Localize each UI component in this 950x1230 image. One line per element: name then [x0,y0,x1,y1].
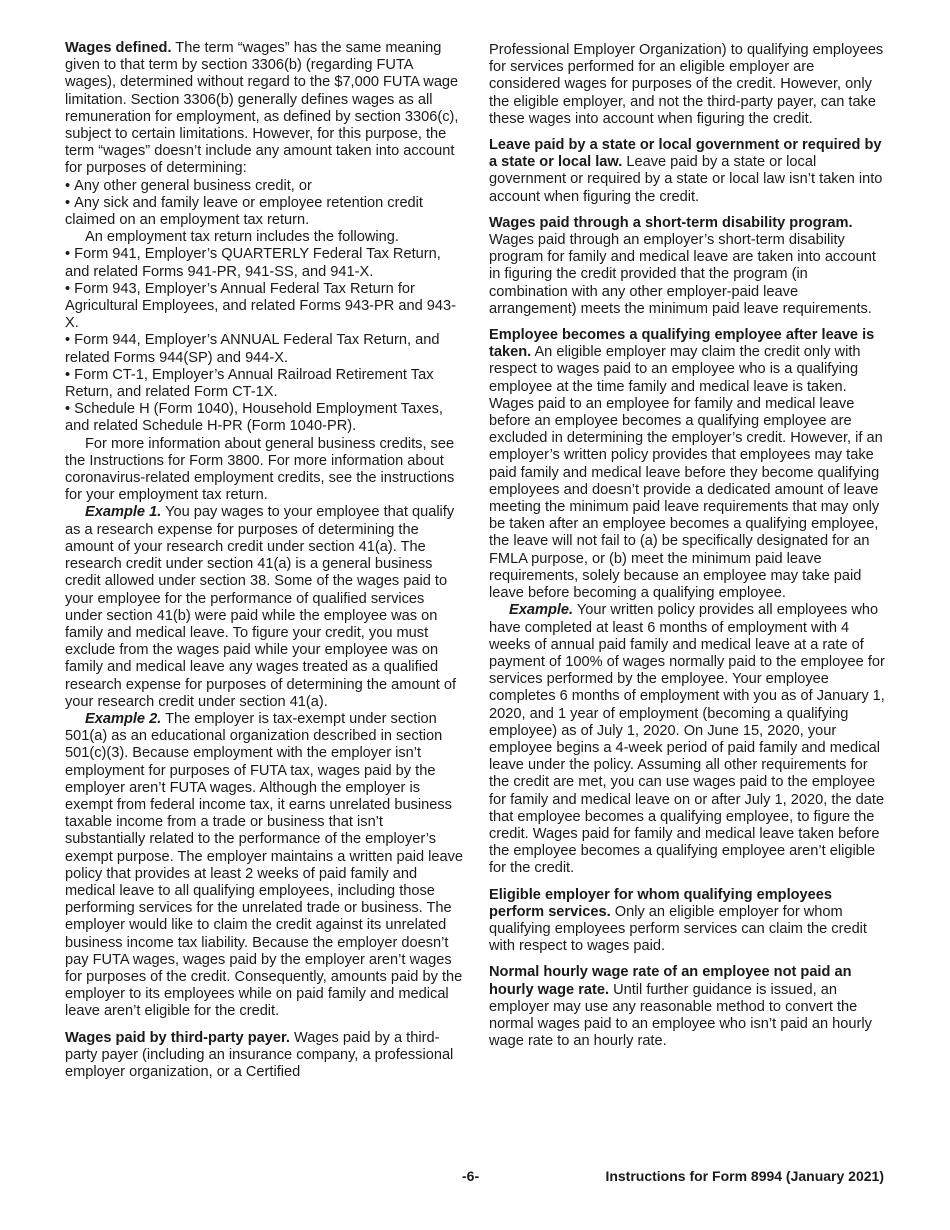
hourly-rate-paragraph [489,964,886,1050]
example-2-body: The employer is tax-exempt under section 501(a) as an educational organization described in section 501(c)(3). Because employment with the employer isn’t employment for purposes of FUTA tax, wages paid by the employer aren’t FUTA wages. Although the employer is exempt from federal income tax, it earns unrelated business taxable income from a trade or business that isn’t substantially related to the performance of the employer’s exempt purpose. The employer maintains a written paid leave policy that provides at least 2 weeks of paid family and medical leave to all qualifying employees, including those performing services for the unrelated trade or business. The employer would like to claim the credit against its unrelated business income tax liability. Because the employer doesn’t pay FUTA wages, wages paid by the employer aren’t wages for purposes of the credit. Consequently, amounts paid by the employer to its employees while on paid family and medical leave aren’t eligible for the credit. [65,710,464,1020]
example-1-label: Example 1. [85,504,162,521]
example-1-paragraph [65,504,465,710]
hourly-rate-body: Until further guidance is issued, an employer may use any reasonable method to convert the normal wages paid to an employee who isn’t paid an hourly wage rate to an hourly rate. [489,981,872,1050]
third-party-heading: Wages paid by third-party payer. [65,1029,290,1046]
eligible-employer-body: Only an eligible employer for whom qualifying employees perform services can claim the credit with respect to wages paid. [489,903,867,955]
becomes-qualifying-paragraph [489,327,886,602]
example-body: Your written policy provides all employees who have completed at least 6 months of employment with 4 weeks of annual paid family and medical leave at a rate of payment of 100% of wages normally paid to the employee for services performed by the employee. Your employee completes 6 months of employment with you as of January 1, 2020, and 1 year of employment (becoming a qualifying employee) as of July 1, 2020. On June 15, 2020, your employee begins a 4-week period of paid family and medical leave under the policy. Assuming all other requirements for the credit are met, you can use wages paid to the employee for family and medical leave on or after July 1, 2020, the date that employee becomes a qualifying employee, to figure the credit. Wages paid for family and medical leave taken before the employee becomes a qualifying employee aren’t eligible for the credit. [489,602,885,877]
bullet-item: • Form 944, Employer’s ANNUAL Federal Tax Return, and related Forms 944(SP) and 944-X. [65,332,440,366]
eligible-employer-paragraph [489,887,886,956]
becomes-qualifying-body: An eligible employer may claim the credit only with respect to wages paid to an employee who is a qualifying employee at the time family and medical leave is taken. Wages paid to an employee for family and medical leave before an employee becomes a qualifying employee are excluded in determining the employer’s credit. However, if an employer’s written policy provides that employees may take paid family and medical leave before they become qualifying employees and doesn’t provide a dedicated amount of leave meeting the minimum paid leave requirements that may only be taken after an employee becomes a qualifying employee, the leave will not fail to (a) be specifically designated for an FMLA purpose, or (b) meet the minimum paid leave requirements, solely because an employee may take paid leave before becoming a qualifying employee. [489,344,883,602]
page-number: -6- [462,1168,480,1184]
wages-defined-paragraph [65,40,465,178]
state-leave-body: Leave paid by a state or local government or required by a state or local law isn’t taken into account when figuring the credit. [489,154,883,205]
bullet-item: • Form CT-1, Employer’s Annual Railroad Retirement Tax Return, and related Form CT-1X. [65,366,434,401]
example-1-body: You pay wages to your employee that qualify as a research expense for purposes of determining the amount of your research credit under section 41(a). The research credit under section 41(a) is a general business credit allowed under section 38. Some of the wages paid to your employee for the performance of qualified services under section 41(b) were paid while the employee was on family and medical leave. To figure your credit, you must exclude from the wages paid while your employee was on family and medical leave any wages treated as a qualified research expense for purposes of determining the amount of your research credit under section 41(a). [65,504,457,710]
state-leave-heading: Leave paid by a state or local government or required by a state or local law. [489,137,882,171]
disability-paragraph [489,215,886,318]
bullet-item: • Any other general business credit, or [65,177,312,194]
footer-form-title: Instructions for Form 8994 (January 2021) [605,1168,884,1184]
left-column [65,40,465,1081]
right-column [489,42,886,1059]
bullet-item: • Any sick and family leave or employee retention credit claimed on an employment tax return. [65,194,423,229]
disability-heading: Wages paid through a short-term disability program. [489,214,853,231]
third-party-continued: Professional Employer Organization) to qualifying employees for services performed for an eligible employer are considered wages for purposes of the credit. However, only the eligible employer, and not the third-party payer, can take these wages into account when figuring the credit. [489,42,884,127]
bullet-item: • Form 943, Employer’s Annual Federal Tax Return for Agricultural Employees, and related Forms 943-PR and 943-X. [65,280,456,332]
example-label: Example. [509,602,574,619]
hourly-rate-heading: Normal hourly wage rate of an employee not paid an hourly wage rate. [489,964,852,998]
becomes-qualifying-heading: Employee becomes a qualifying employee after leave is taken. [489,327,875,361]
third-party-paragraph [65,1030,465,1082]
more-info-paragraph: For more information about general business credits, see the Instructions for Form 3800. For more information about coronavirus-related employment credits, see the instructions for your employment tax return. [65,435,455,504]
example-paragraph [489,602,886,877]
disability-body: Wages paid through an employer’s short-term disability program for family and medical leave are taken into account in figuring the credit provided that the program (in combination with any other employer-paid leave arrangement) meets the minimum paid leave requirements. [489,232,876,317]
example-2-paragraph [65,711,465,1021]
bullet-item: • Form 941, Employer’s QUARTERLY Federal Tax Return, and related Forms 941-PR, 941-SS, and 941-X. [65,246,441,280]
example-2-label: Example 2. [85,710,162,727]
bullet-item: • Schedule H (Form 1040), Household Employment Taxes, and related Schedule H-PR (Form 1040-PR). [65,401,443,435]
eligible-employer-heading: Eligible employer for whom qualifying employees perform services. [489,886,833,920]
wages-defined-heading: Wages defined. [65,40,172,56]
employment-tax-intro: An employment tax return includes the following. [85,229,399,246]
third-party-body: Wages paid by a third-party payer (including an insurance company, a professional employer organization, or a Certified [65,1029,454,1080]
state-leave-paragraph [489,137,886,206]
wages-defined-body: The term “wages” has the same meaning given to that term by section 3306(b) (regarding FUTA wages), determined without regard to the $7,000 FUTA wage limitation. Section 3306(b) generally defines wages as all remuneration for employment, as defined by section 3306(c), subject to certain limitations. However, for this purpose, the term “wages” doesn’t include any amount taken into account for purposes of determining: [65,40,459,177]
